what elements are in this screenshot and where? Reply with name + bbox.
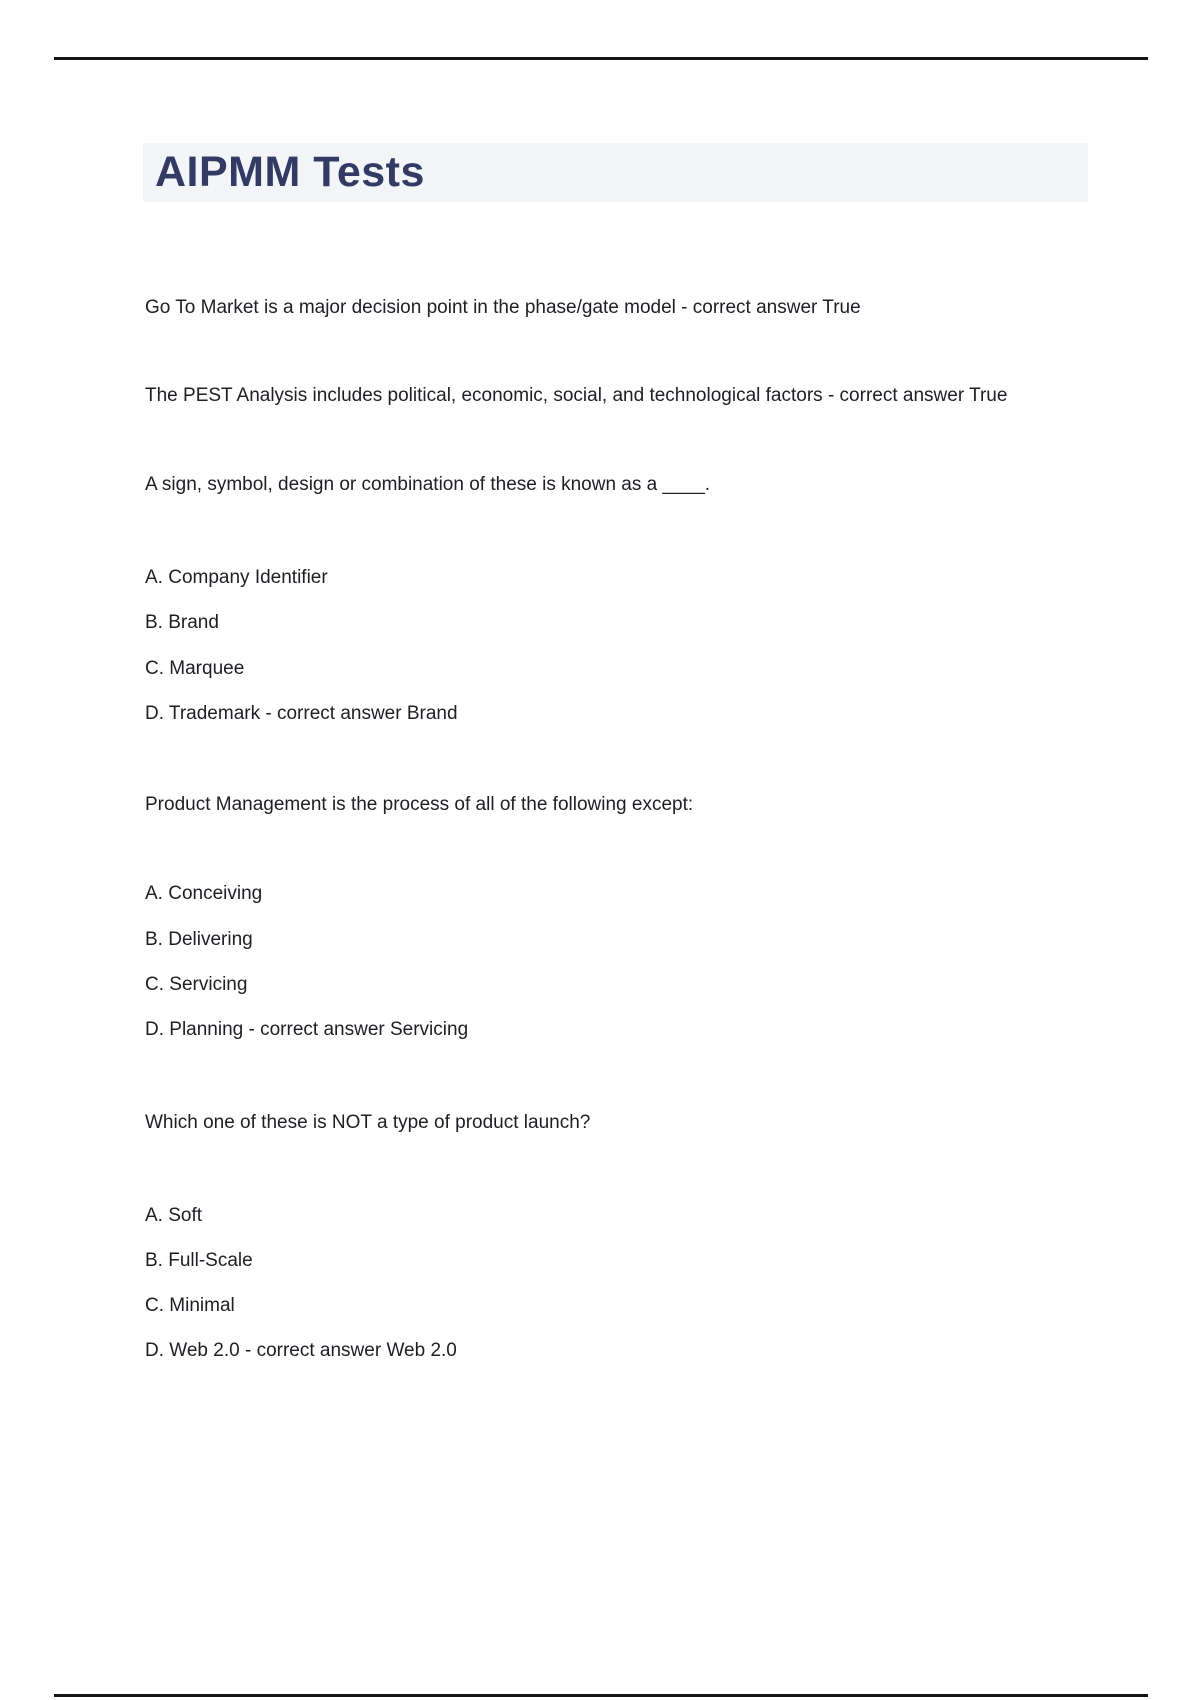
title-banner: [143, 143, 1088, 202]
option-line: B. Full-Scale: [145, 1250, 253, 1271]
statement-line: The PEST Analysis includes political, economic, social, and technological factors - correct answer True: [145, 385, 1008, 406]
option-line: A. Conceiving: [145, 883, 263, 904]
option-line: C. Minimal: [145, 1295, 235, 1316]
top-horizontal-rule: [54, 57, 1148, 60]
statement-line: Go To Market is a major decision point in the phase/gate model - correct answer True: [145, 297, 861, 318]
question-text: Product Management is the process of all of the following except:: [145, 794, 694, 815]
option-line: B. Delivering: [145, 929, 253, 950]
option-line: C. Marquee: [145, 658, 245, 679]
option-line: D. Trademark - correct answer Brand: [145, 703, 458, 724]
option-line: D. Planning - correct answer Servicing: [145, 1019, 469, 1040]
bottom-horizontal-rule: [54, 1694, 1148, 1697]
page-title: AIPMM Tests: [155, 148, 425, 196]
question-text: Which one of these is NOT a type of product launch?: [145, 1112, 591, 1133]
option-line: B. Brand: [145, 612, 219, 633]
option-line: C. Servicing: [145, 974, 248, 995]
option-line: A. Soft: [145, 1205, 203, 1226]
question-text: A sign, symbol, design or combination of these is known as a ____.: [145, 474, 711, 495]
option-line: D. Web 2.0 - correct answer Web 2.0: [145, 1340, 457, 1361]
option-line: A. Company Identifier: [145, 567, 328, 588]
